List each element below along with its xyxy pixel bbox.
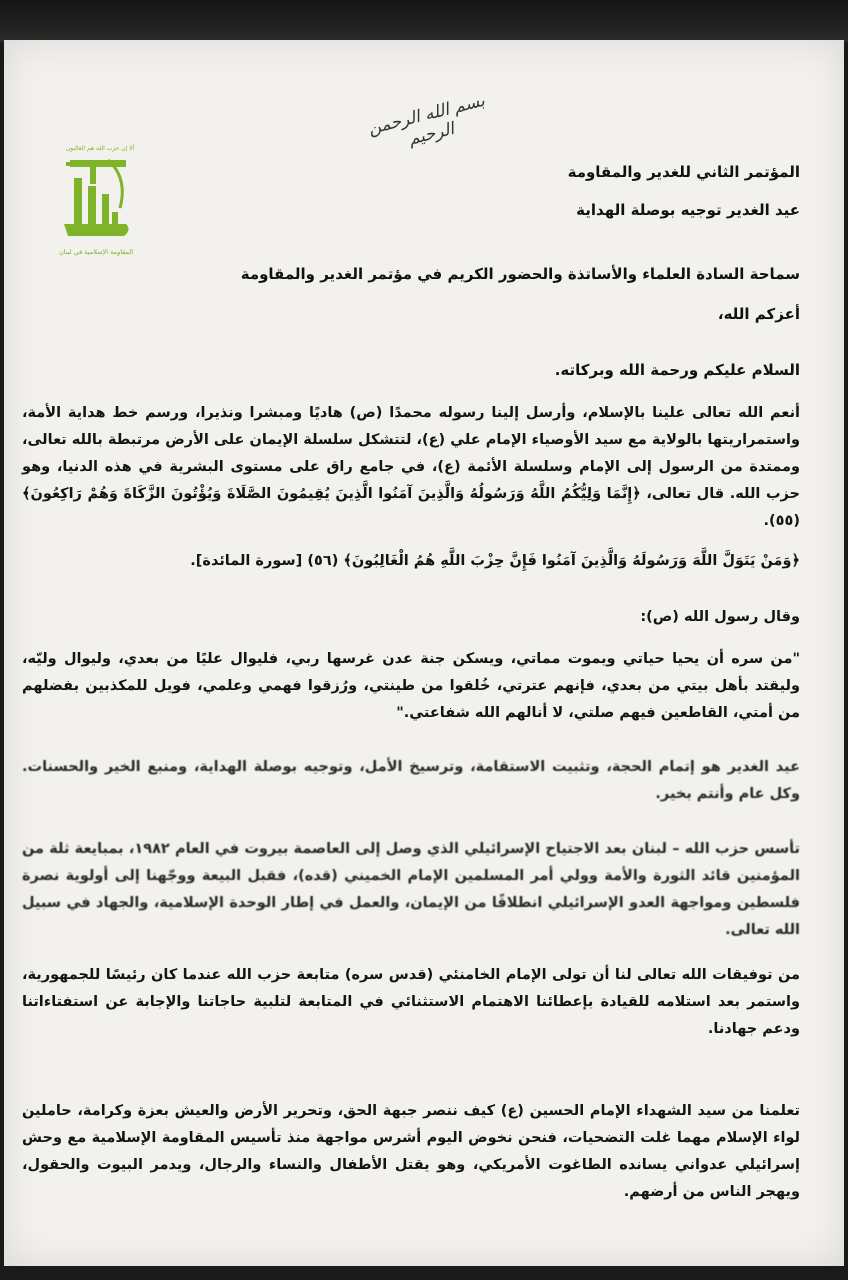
logo-motto: ألا إن حزب الله هم الغالبون (65, 145, 135, 152)
hadith-quote: "من سره أن يحيا حياتي ويموت مماتي، ويسكن جنة عدن غرسها ربي، فليوال عليًا من بعدي، وليوال وليّه، وليقتد بأهل بيتي من بعدي، فإنهم عترتي، خُلقوا من طينتي، ورُزقوا فهمي وعلمي، فويل للمكذبين بفضلهم من أمتي، القاطعين فيهم صلتي، لا أنالهم الله شفاعتي." (22, 651, 800, 721)
paragraph-khamenei: من توفيقات الله تعالى لنا أن تولى الإمام الخامنئي (قدس سره) متابعة حزب الله عندما كان رئيسًا للجمهورية، واستمر بعد استلامه للقيادة بإعطائنا الاهتمام الاستثنائي في المتابعة لتلبية حاجاتنا والإجابة عن استفتاءاتنا ودعم جهادنا. (22, 967, 800, 1037)
salutation-line: أعزكم الله، (717, 305, 800, 323)
paragraph-hussein: تعلمنا من سيد الشهداء الإمام الحسين (ع) كيف ننصر جبهة الحق، وتحرير الأرض والعيش بعزة وكرامة، حاملين لواء الإسلام مهما غلت التضحيات، فنحن نخوض اليوم أشرس مواجهة منذ تأسيس المقاومة الإسلامية مع وحش إسرائيلي عدواني يسانده الطاغوت الأمريكي، وهو يقتل الأطفال والنساء والرجال، ويدمر البيوت والحقول، ويهجر الناس من أرضهم. (22, 1103, 800, 1200)
quran-verse: ﴿وَمَنْ يَتَوَلَّ اللَّهَ وَرَسُولَهُ وَالَّذِينَ آمَنُوا فَإِنَّ حِزْبَ اللَّهِ هُمُ الْغَالِبُونَ﴾ (٥٦) [سورة المائدة]. (190, 553, 800, 569)
paragraph-ghadir: عيد الغدير هو إتمام الحجة، وتثبيت الاستقامة، وترسيخ الأمل، وتوجيه بوصلة الهداية، ومنبع الخير والحسنات. وكل عام وأنتم بخير. (22, 759, 800, 802)
conference-title: المؤتمر الثاني للغدير والمقاومة (567, 163, 800, 181)
paragraph-intro: أنعم الله تعالى علينا بالإسلام، وأرسل إلينا رسوله محمدًا (ص) هاديًا ومبشرا ونذيرا، ورسم خط هداية الأمة، واستمراريتها بالولاية مع سيد الأوصياء الإمام علي (ع)، لتتشكل سلسلة الإيمان على الأرض مرتبطة بالله تعالى، وممتدة من الرسول إلى الإمام وسلسلة الأئمة (ع)، في جامع راق على مستوى البشرية في هذه الدنيا، وهو حزب الله. قال تعالى، ﴿إِنَّمَا وَلِيُّكُمُ اللَّهُ وَرَسُولُهُ وَالَّذِينَ آمَنُوا الَّذِينَ يُقِيمُونَ الصَّلَاةَ وَيُؤْتُونَ الزَّكَاةَ وَهُمْ رَاكِعُونَ﴾ (٥٥). (22, 405, 800, 529)
photo-background (0, 0, 848, 42)
document-page (4, 40, 844, 1266)
basmala: بسم الله الرحمن الرحيم (366, 90, 487, 150)
salutation-line: سماحة السادة العلماء والأساتذة والحضور الكريم في مؤتمر الغدير والمقاومة (240, 265, 800, 283)
hadith-intro: وقال رسول الله (ص): (640, 609, 800, 625)
logo-caption: المقاومة الإسلامية في لبنان (58, 248, 134, 256)
paragraph-founding: تأسس حزب الله – لبنان بعد الاجتياح الإسرائيلي الذي وصل إلى العاصمة بيروت في العام ١٩٨٢، بمبايعة ثلة من المؤمنين قائد الثورة والأمة وولي أمر المسلمين الإمام الخميني (قده)، فقبل البيعة ووجّهنا إلى أولوية نصرة فلسطين ومواجهة العدو الإسرائيلي انطلاقًا من الإيمان، والعمل في إطار الوحدة الإسلامية، والجهاد في سبيل الله تعالى. (22, 841, 800, 938)
greeting: السلام عليكم ورحمة الله وبركاته. (554, 361, 800, 379)
conference-subtitle: عيد الغدير توجيه بوصلة الهداية (576, 201, 800, 219)
